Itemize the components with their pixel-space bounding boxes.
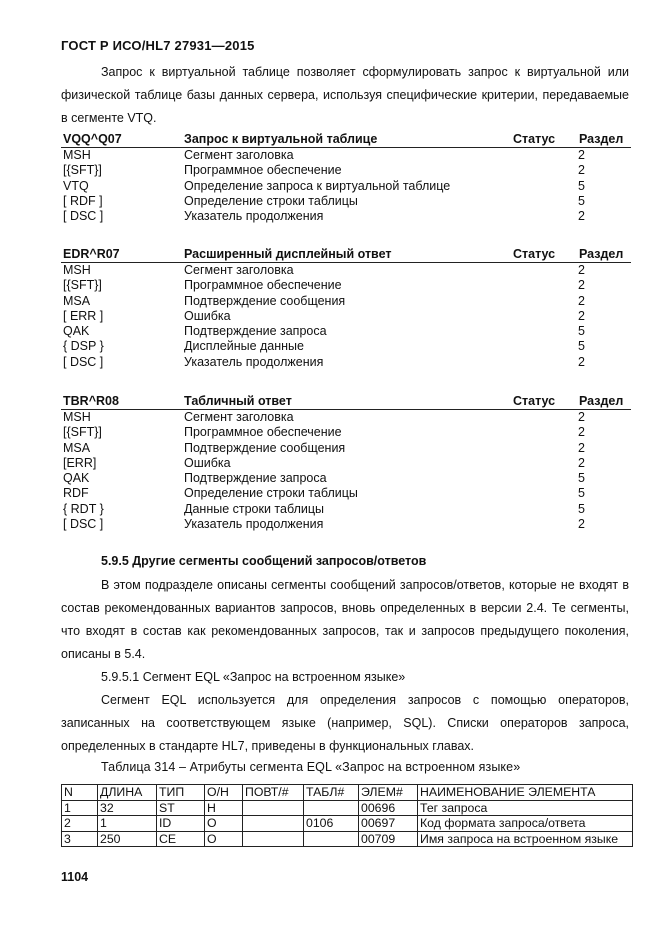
segment-section: 5 [578,339,585,354]
segment-code: MSA [63,293,91,308]
segment-section: 2 [578,440,585,455]
table-row [61,425,631,440]
section-label: Раздел [579,394,624,408]
segment-code: [{SFT}] [63,278,102,293]
column-header: ЭЛЕМ# [359,785,418,801]
table-cell: CE [157,831,205,847]
segment-code: [ DSC ] [63,517,104,532]
status-label: Статус [513,394,556,408]
table-cell: О [205,816,243,832]
segment-name: Определение запроса к виртуальной таблице [184,178,451,193]
segment-code: [ DSC ] [63,354,104,369]
section-label: Раздел [579,247,624,261]
table-cell: 00709 [359,831,418,847]
segment-code: [{SFT}] [63,163,102,178]
segment-name: Дисплейные данные [184,339,304,354]
table-cell: 0106 [304,816,359,832]
segment-code: [ ERR ] [63,308,104,323]
segment-name: Указатель продолжения [184,354,324,369]
column-header: N [62,785,98,801]
segment-code: MSH [63,410,91,424]
segment-section: 5 [578,193,585,208]
message-name: Запрос к виртуальной таблице [184,132,378,146]
segment-name: Программное обеспечение [184,278,342,293]
table-cell: 00696 [359,800,418,816]
column-header: ДЛИНА [98,785,157,801]
table-row [61,517,631,532]
segment-section: 2 [578,148,585,162]
message-code: VQQ^Q07 [63,132,122,146]
section-label: Раздел [579,132,624,146]
message-name: Расширенный дисплейный ответ [184,247,392,261]
message-code: EDR^R07 [63,247,120,261]
segment-table-vqq [61,132,631,224]
segment-name: Сегмент заголовка [184,148,294,162]
segment-section: 2 [578,163,585,178]
table-row [61,355,631,370]
subsection-heading: 5.9.5.1 Сегмент EQL «Запрос на встроенном языке» [101,670,406,684]
segment-section: 2 [578,263,585,277]
subsection-paragraph: Сегмент EQL используется для определения запросов с помощью операторов, записанных на соответствующем языке (например, SQL). Списки операторов запроса, определенных в стандарте HL7, приведены в функциональных главах. [61,693,629,753]
table-row [61,194,631,209]
segment-code: MSH [63,148,91,162]
status-label: Статус [513,132,556,146]
table-cell: ST [157,800,205,816]
segment-table-edr [61,247,631,370]
table-cell: Тег запроса [418,800,633,816]
table-cell: 1 [98,816,157,832]
segment-code: { DSP } [63,339,104,354]
message-code: TBR^R08 [63,394,119,408]
segment-code: RDF [63,486,89,501]
segment-section: 5 [578,324,585,339]
segment-code: VTQ [63,178,89,193]
segment-section: 2 [578,354,585,369]
status-label: Статус [513,247,556,261]
table-row [62,800,633,816]
segment-code: [{SFT}] [63,425,102,440]
table-cell: 250 [98,831,157,847]
segment-name: Данные строки таблицы [184,501,324,516]
table-cell: 3 [62,831,98,847]
table-cell: Н [205,800,243,816]
segment-name: Указатель продолжения [184,517,324,532]
table-row [61,278,631,293]
table-row [61,471,631,486]
segment-name: Ошибка [184,308,231,323]
table-cell [304,831,359,847]
segment-table-header [61,394,631,410]
segment-section: 2 [578,209,585,224]
column-header: ПОВТ/# [243,785,304,801]
table-row [61,324,631,339]
section-heading: 5.9.5 Другие сегменты сообщений запросов/ответов [101,554,427,568]
segment-section: 2 [578,517,585,532]
segment-table-header [61,247,631,263]
table-cell: ID [157,816,205,832]
table-row [61,441,631,456]
table-row [61,486,631,501]
segment-code: [ERR] [63,455,97,470]
section-paragraph: В этом подразделе описаны сегменты сообщений запросов/ответов, которые не входят в состав рекомендованных вариантов запросов, вновь определенных в версии 2.4. Те сегменты, что входят в состав как рекомендованных запросов, так и запросов предыдущего поколения, описаны в 5.4. [61,578,629,661]
attributes-table [61,784,633,847]
table-row [61,309,631,324]
table-cell: Имя запроса на встроенном языке [418,831,633,847]
table-row [61,410,631,425]
table-header-row [62,785,633,801]
segment-name: Подтверждение сообщения [184,293,346,308]
segment-code: { RDT } [63,501,104,516]
segment-section: 2 [578,278,585,293]
segment-name: Программное обеспечение [184,425,342,440]
message-name: Табличный ответ [184,394,292,408]
segment-section: 2 [578,293,585,308]
segment-name: Подтверждение сообщения [184,440,346,455]
table-row [61,294,631,309]
segment-section: 2 [578,455,585,470]
column-header: ТАБЛ# [304,785,359,801]
table-cell [304,800,359,816]
table-row [61,179,631,194]
table-cell: 00697 [359,816,418,832]
column-header: НАИМЕНОВАНИЕ ЭЛЕМЕНТА [418,785,633,801]
table-cell [243,816,304,832]
segment-section: 2 [578,308,585,323]
table-row [61,339,631,354]
table-row [61,263,631,278]
segment-name: Программное обеспечение [184,163,342,178]
table-row [62,831,633,847]
table-row [61,456,631,471]
segment-section: 2 [578,425,585,440]
segment-name: Подтверждение запроса [184,324,327,339]
table-row [62,816,633,832]
table-row [61,163,631,178]
column-header: ТИП [157,785,205,801]
table-caption: Таблица 314 – Атрибуты сегмента EQL «Запрос на встроенном языке» [101,760,521,774]
segment-name: Ошибка [184,455,231,470]
table-cell [243,831,304,847]
segment-name: Сегмент заголовка [184,263,294,277]
intro-paragraph: Запрос к виртуальной таблице позволяет сформулировать запрос к виртуальной или физической таблице базы данных сервера, используя специфические критерии, передаваемые в сегменте VTQ. [61,65,629,125]
segment-name: Сегмент заголовка [184,410,294,424]
table-row [61,209,631,224]
table-cell: 32 [98,800,157,816]
table-row [61,148,631,163]
table-cell: О [205,831,243,847]
document-header: ГОСТ Р ИСО/HL7 27931—2015 [61,38,255,53]
segment-code: [ RDF ] [63,193,103,208]
segment-name: Определение строки таблицы [184,486,358,501]
segment-code: MSH [63,263,91,277]
segment-code: QAK [63,324,90,339]
segment-table-tbr [61,394,631,532]
segment-section: 5 [578,178,585,193]
table-cell: 2 [62,816,98,832]
segment-code: QAK [63,471,90,486]
page-number: 1104 [61,870,89,884]
table-cell [243,800,304,816]
table-cell: 1 [62,800,98,816]
table-cell: Код формата запроса/ответа [418,816,633,832]
column-header: О/Н [205,785,243,801]
segment-name: Указатель продолжения [184,209,324,224]
segment-section: 5 [578,486,585,501]
segment-code: [ DSC ] [63,209,104,224]
segment-code: MSA [63,440,91,455]
segment-table-header [61,132,631,148]
table-row [61,502,631,517]
segment-name: Определение строки таблицы [184,193,358,208]
segment-section: 5 [578,501,585,516]
segment-section: 5 [578,471,585,486]
segment-section: 2 [578,410,585,424]
segment-name: Подтверждение запроса [184,471,327,486]
